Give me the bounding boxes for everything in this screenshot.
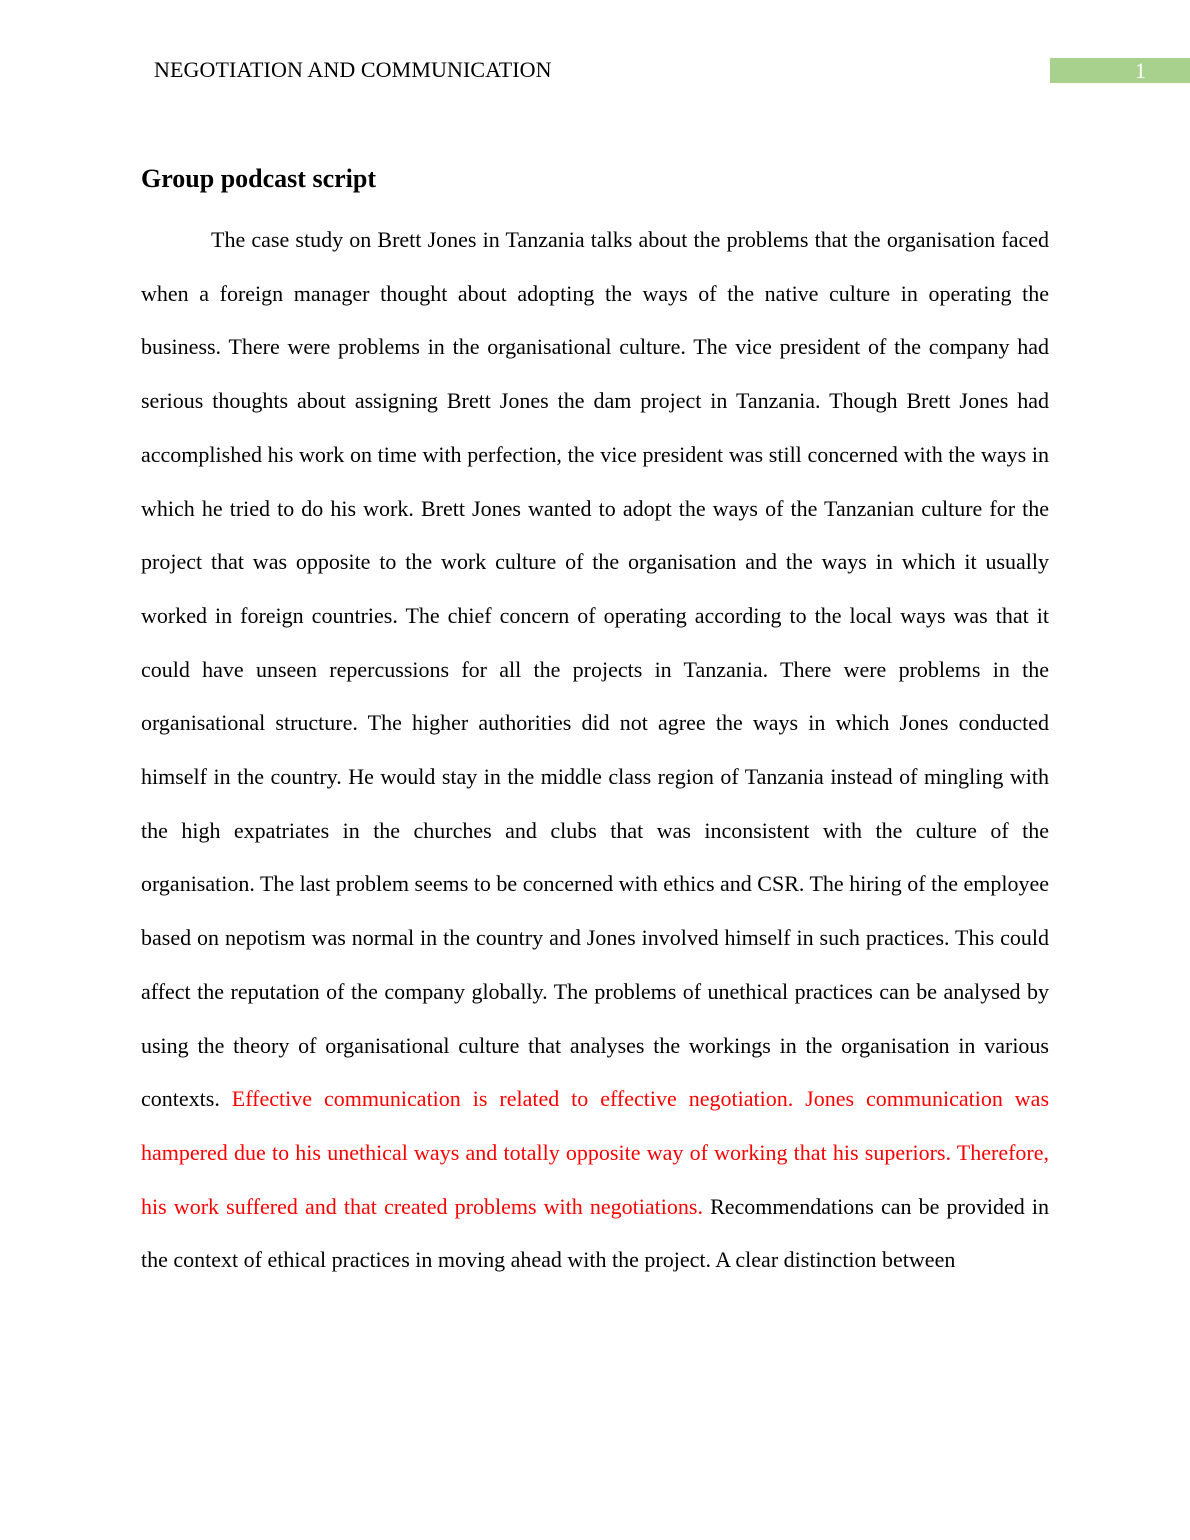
document-title: Group podcast script — [141, 164, 376, 193]
page-number: 1 — [1050, 58, 1190, 83]
paragraph-text-after-highlight: Recommendations can be provided in the context of ethical practices in moving ahead with the project. A clear distinction between — [141, 1193, 1049, 1273]
highlighted-text: Effective communication is related to effective negotiation. Jones communication was hampered due to his unethical ways and totally opposite way of working that his superiors. Therefore, his work suffered and that created problems with negotiations. — [141, 1086, 1050, 1219]
running-head: NEGOTIATION AND COMMUNICATION — [154, 57, 552, 82]
body-paragraph — [141, 213, 1049, 1287]
paragraph-text-before-highlight: The case study on Brett Jones in Tanzania talks about the problems that the organisation faced when a foreign manager thought about adopting the ways of the native culture in operating the business. There were problems in the organisational culture. The vice president of the company had serious thoughts about assigning Brett Jones the dam project in Tanzania. Though Brett Jones had accomplished his work on time with perfection, the vice president was still concerned with the ways in which he tried to do his work. Brett Jones wanted to adopt the ways of the Tanzanian culture for the project that was opposite to the work culture of the organisation and the ways in which it usually worked in foreign countries. The chief concern of operating according to the local ways was that it could have unseen repercussions for all the projects in Tanzania. There were problems in the organisational structure. The higher authorities did not agree the ways in which Jones conducted himself in the country. He would stay in the middle class region of Tanzania instead of mingling with the high expatriates in the churches and clubs that was inconsistent with the culture of the organisation. The last problem seems to be concerned with ethics and CSR. The hiring of the employee based on nepotism was normal in the country and Jones involved himself in such practices. This could affect the reputation of the company globally. The problems of unethical practices can be analysed by using the theory of organisational culture that analyses the workings in the organisation in various contexts. — [141, 227, 1049, 1112]
